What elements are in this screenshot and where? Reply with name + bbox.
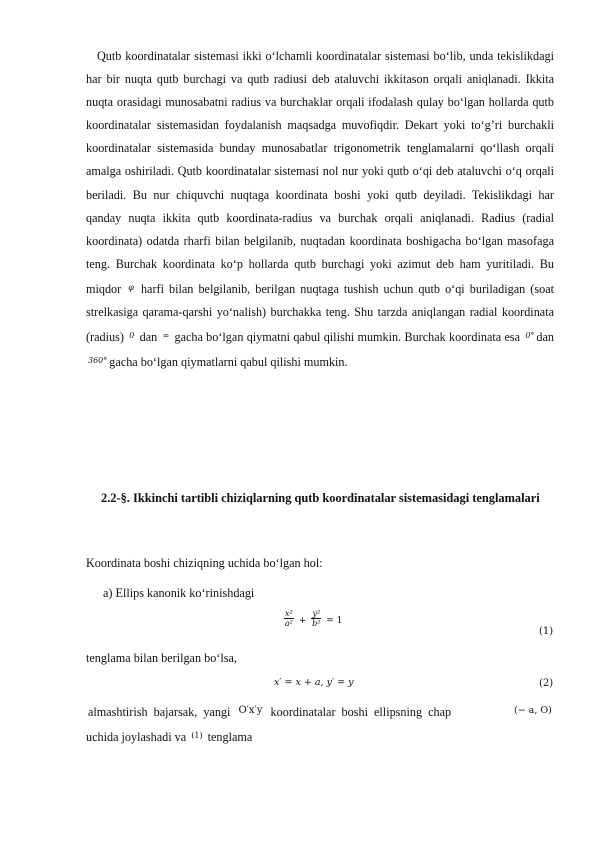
- infinity-symbol: ∞: [162, 331, 170, 341]
- fraction-x: $\frac{\text{x²}}{\text{a²}}$: [284, 609, 293, 628]
- equation-reference: (1): [191, 731, 203, 740]
- zero-degree-symbol: 0°: [525, 331, 535, 341]
- phi-symbol: φ: [128, 282, 134, 292]
- list-item-a: a) Ellips kanonik ko‘rinishdagi: [103, 586, 255, 600]
- intro-line: Koordinata boshi chiziqning uchida bo‘lgan hol:: [86, 556, 323, 570]
- last-text-1: uchida joylashadi va: [86, 730, 187, 744]
- given-line: tenglama bilan berilgan bo‘lsa,: [86, 651, 237, 665]
- substitution-line: [88, 705, 451, 720]
- paragraph-text-1: Qutb koordinatalar sistemasi ikki o‘lchamli koordinatalar sistemasi bo‘lib, unda tekislikdagi har bir nuqta qutb burchagi va qutb radiusi deb ataluvchi ikkitason orqali aniqlanadi. Ikkita nuqta orasidagi munosabatni radius va burchaklar orqali ifodalash qulay bo‘lgan hollarda qutb koordinatalar sistemasidan foydalanish maqsadga muvofiqdir. Dekart yoki to‘g’ri burchakli koordinatalar sistemasida bunday munosabatlar trigonometrik tenglamalarni qo‘llash orqali amalga oshiriladi. Qutb koordinatalar sistemasi nol nur yoki qutb o‘qi deb ataluvchi o‘q orqali beriladi. Bu nur chiquvchi nuqtaga koordinata boshi yoki qutb deyiladi. Tekislikdagi har qanday nuqta ikkita qutb koordinata-radius va burchak orqali aniqlanadi. Radius (radial koordinata) odatda rharfi bilan belgilanib, nuqtadan koordinata boshigacha bo‘lgan masofaga teng. Burchak koordinata ko‘p hollarda qutb burchagi yoki azimut deb ham yuritiladi. Bu miqdor: [86, 49, 554, 296]
- equation-number-1: (1): [539, 626, 554, 637]
- substitution-text-2: koordinatalar boshi ellipsning chap: [270, 705, 452, 719]
- section-heading: [86, 491, 546, 507]
- body-paragraph: [86, 45, 554, 374]
- ellipse-equation: [284, 608, 342, 628]
- fraction-y: $\frac{\text{y²}}{\text{b²}}$: [312, 609, 321, 628]
- equation-rhs: = 1: [326, 616, 343, 626]
- last-text-2: tenglama: [207, 730, 253, 744]
- plus-sign: +: [298, 616, 307, 626]
- equation-number-2: (2): [539, 678, 554, 689]
- word-dan: dan: [139, 330, 158, 345]
- paragraph-text-4: gacha bo‘lgan qiymatlarni qabul qilishi mumkin.: [109, 355, 348, 370]
- paragraph-text-3: gacha bo‘lgan qiymatni qabul qilishi mumkin. Burchak koordinata esa: [174, 330, 521, 345]
- last-line: [86, 730, 252, 745]
- word-dan: dan: [536, 330, 555, 345]
- coordinate-system-symbol: O′x′y: [238, 705, 263, 716]
- paragraph-text-2: harfi bilan belgilanib, berilgan nuqtaga tushish uchun qutb o‘qi buriladigan (soat strelkasiga qarama-qarshi yo‘nalish) burchakka teng. Shu tarzda aniqlangan radial koordinata (radius): [86, 281, 555, 345]
- section-title: Ikkinchi tartibli chiziqlarning qutb koordinatalar sistemasidagi tenglamalari: [133, 491, 540, 505]
- substitution-equation: x′ = x + a, y′ = y: [274, 677, 354, 688]
- zero-symbol: 0: [129, 331, 135, 341]
- degree-360-symbol: 360°: [88, 356, 108, 366]
- left-vertex-point: (− a, O): [514, 705, 552, 716]
- section-number: 2.2-§.: [101, 491, 130, 505]
- substitution-text-1: almashtirish bajarsak, yangi: [88, 705, 231, 719]
